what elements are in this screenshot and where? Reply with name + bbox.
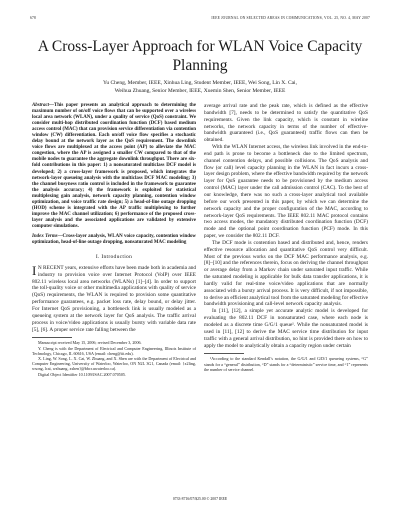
doi-note: Digital Object Identifier 10.1109/JSAC.2007.070505. (38, 371, 126, 377)
page-number: 678 (30, 16, 36, 20)
abstract (32, 103, 196, 230)
intro-text: N RECENT years, extensive efforts have been made both in academia and industry to provision voice over Internet Protocol (VoIP) over IEEE 802.11 wireless local area networks (WLANs) [1]–[4]. In order to support the toll-quality voice or other multimedia applications with quality of service (QoS) requirements, the WLAN is required to provision some quantitative performance guarantees, e.g. packet loss rate, delay bound, or delay jitter. For Internet QoS provisioning, a bottleneck link is usually modeled as a queueing system at the network layer for QoS analysis. The traffic arrival process in voice/video applications is usually bursty with variable data rate [5], [6]. A proper service rate falling between the (32, 264, 196, 333)
right-paragraph-2: With the WLAN Internet access, the wireless link involved in the end-to-end path is prone to become a bottleneck due to the limited spectrum, channel contention delays, and possible collisions. The QoS analysis and flow (or call) level capacity planning in the WLAN in fact incurs a cross-layer design problem, where the effective bandwidth required by the network layer for QoS guarantee needs to be provisioned by the medium access control (MAC) layer under the call admission control (CAC). To the best of our knowledge, there was no such a cross-layer analytical tool available before our work presented in this paper, by which we can determine the network capacity and the proper configuration of the MAC, according to network-layer QoS requirements. The IEEE 802.11 MAC protocol contains two access modes, the mandatory distributed coordination function (DCF) mode and the optional point coordination function (PCF) mode. In this paper, we consider the 802.11 DCF. (204, 144, 368, 240)
copyright-footer: 0733-8716/07/$25.00 © 2007 IEEE (172, 497, 228, 501)
abstract-label: Abstract (32, 103, 50, 108)
intro-paragraph (32, 265, 196, 333)
right-column (204, 103, 368, 372)
right-footnote-divider (204, 353, 244, 354)
left-column (32, 103, 196, 377)
journal-header: IEEE JOURNAL ON SELECTED AREAS IN COMMUNICATIONS, VOL. 25, NO. 4, MAY 2007 (211, 16, 370, 20)
section-heading-introduction: I. Introduction (95, 254, 133, 261)
affiliation-note-1: Y. Cheng is with the Department of Electrical and Computer Engineering, Illinois Institute of Technology, Chicago, IL 60616, USA (email: cheng@iit.edu). (32, 345, 196, 356)
manuscript-received-note: Manuscript received May 15, 2006; revised December 3, 2006. (38, 340, 142, 346)
index-terms-text: —Cross-layer analysis, WLAN voice capacity, contention window optimization, head-of-line outage dropping, nonsaturated MAC modeling (32, 233, 196, 246)
running-header (30, 16, 370, 24)
right-paragraph-3: The DCF mode is contention based and distributed and, hence, renders effective resource allocation and quantitative QoS control very difficult. Most of the previous works on the DCF MAC performance analysis, e.g. [8]–[10] and the references therein, focus on deriving the channel throughput or average delay from a Markov chain under saturated input traffic. While the saturated modeling is applicable for bulk data transfer applications, it is hardly valid for real-time voice/video applications that are normally associated with a bursty arrival process. It is very difficult, if not impossible, to derive an efficient analytical tool from the saturated modeling for effective bandwidth provisioning and call-level network capacity analysis. (204, 239, 368, 308)
paper-title: A Cross-Layer Approach for WLAN Voice Capacity Planning (37, 38, 363, 74)
drop-cap: I (32, 263, 37, 279)
index-terms (32, 234, 196, 246)
affiliation-note-2: X. Ling, W. Song, L. X. Cai, W. Zhuang, and X. Shen are with the Department of Electrical and Computer Engineering, University of Waterloo, Waterloo, ON N2L 3G1, Canada (email: {x2ling, wsong, lcai, wzhuang, xshen}@bbcr.uwaterloo.ca). (32, 355, 196, 372)
right-paragraph-4: In [11], [12], a simple yet accurate analytic model is developed for evaluating the 802.11 DCF in nonsaturated case, where each node is modeled as a discrete time G/G/1 queue¹. While the nonsaturated model is used in [11], [12] to derive the MAC service time distribution for input traffic with a general arrival distribution, no hint is provided there on how to apply the model to analytically obtain a capacity region under certain (204, 308, 368, 349)
footnote-divider (32, 337, 72, 338)
author-list (40, 79, 360, 95)
author-line-2: Weihua Zhuang, Senior Member, IEEE, Xuemin Shen, Senior Member, IEEE (114, 88, 286, 94)
kendall-footnote: ¹According to the standard Kendall’s notation, the G/G/1 and G/D/1 queueing systems, “G” stands for a “general” distribution, “D” stands for a “deterministic” service time, and “1” represents the number of service channel. (204, 356, 368, 372)
right-paragraph-1: average arrival rate and the peak rate, which is defined as the effective bandwidth [7], needs to be determined to satisfy the quantitative QoS requirements. Given the link capacity, which is constant in wireline networks, the network capacity in terms of the number of effective-bandwidth guaranteed (i.e., QoS guaranteed) traffic flows can then be obtained. (204, 103, 368, 144)
index-terms-label: Index Terms (32, 233, 58, 239)
abstract-text: —This paper presents an analytical approach to determining the maximum number of on/off voice flows that can be supported over a wireless local area network (WLAN), under a quality of service (QoS) constraint. We consider multi-hop distributed coordination function (DCF) based medium access control (MAC) that can provision service differentiation via contention window (CW) differentiation. Each on/off voice flow specifies a stochastic delay bound at the network layer as the QoS requirement. The downlink voice flows are multiplexed at the access point (AP) to alleviate the MAC congestion, where the AP is assigned a smaller CW compared to that of the mobile nodes to guarantee the aggregate downlink throughput. There are six-fold contributions in this paper: 1) a nonsaturated multiclass DCF model is developed; 2) a cross-layer framework is proposed, which integrates the network-layer queueing analysis with the multiclass DCF MAC modeling; 3) the channel busyness ratio control is included in the framework to guarantee the analysis accuracy; 4) the framework is exploited for statistical multiplexing gain analysis, network capacity planning, contention window optimization, and voice traffic rate design; 5) a head-of-line outage dropping (HOD) scheme is integrated with the AP traffic multiplexing to further improve the MAC channel utilization; 6) performance of the proposed cross-layer analysis and the associated applications are validated by extensive computer simulations. (32, 103, 196, 229)
author-line-1: Yu Cheng, Member, IEEE, Xinhua Ling, Student Member, IEEE, Wei Song, Lin X. Cai, (103, 80, 297, 86)
